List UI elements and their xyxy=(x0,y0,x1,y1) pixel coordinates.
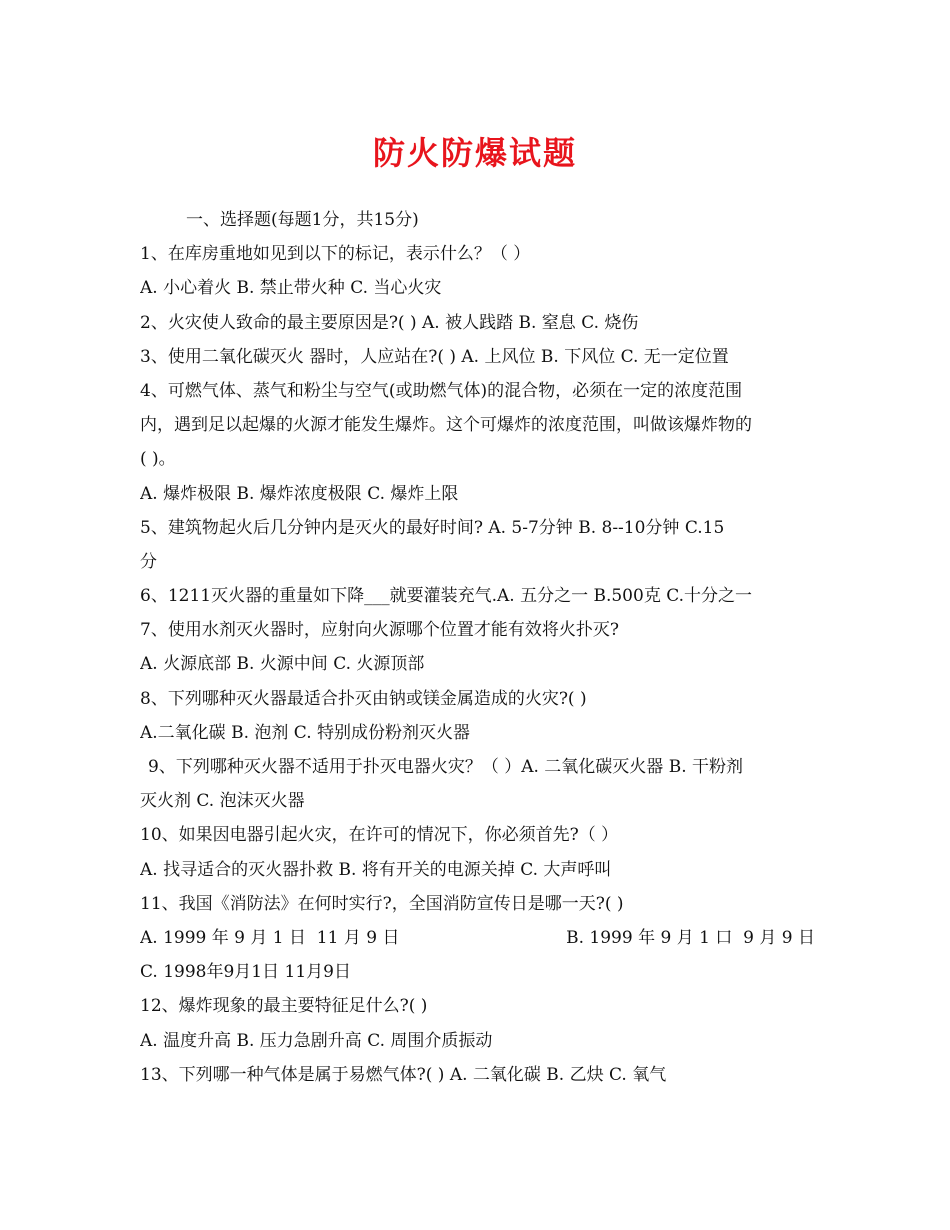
question-4-line-1: 4、可燃气体、蒸气和粉尘与空气(或助燃气体)的混合物，必须在一定的浓度范围 xyxy=(140,380,743,401)
question-10: 10、如果因电器引起火灾，在许可的情况下，你必须首先?（ ） xyxy=(140,825,619,846)
question-4-line-3: ( )。 xyxy=(140,449,176,470)
question-13: 13、下列哪一种气体是属于易燃气体?( ) A. 二氧化碳 B. 乙炔 C. 氧气 xyxy=(140,1064,667,1085)
page-title: 防火防爆试题 xyxy=(372,134,577,172)
options-8: A.二氧化碳 B. 泡剂 C. 特别成份粉剂灭火器 xyxy=(140,722,470,743)
option-11-c: C. 1998年9月1日 11月9日 xyxy=(140,962,351,983)
options-1: A. 小心着火 B. 禁止带火种 C. 当心火灾 xyxy=(140,278,442,299)
question-2: 2、火灾使人致命的最主要原因是?( ) A. 被人践踏 B. 窒息 C. 烧伤 xyxy=(140,312,639,333)
options-10: A. 找寻适合的灭火器扑救 B. 将有开关的电源关掉 C. 大声呼叫 xyxy=(140,859,612,880)
section-heading: 一、选择题(每题1分，共15分) xyxy=(186,210,419,230)
question-5-line-1: 5、建筑物起火后几分钟内是灭火的最好时间? A. 5-7分钟 B. 8--10分钟 C.15 xyxy=(140,517,725,538)
option-11-b: B. 1999 年 9 月 1 口 9 月 9 日 xyxy=(566,927,815,948)
question-12: 12、爆炸现象的最主要特征足什么?( ) xyxy=(140,996,428,1017)
question-8: 8、下列哪种灭火器最适合扑灭由钠或镁金属造成的火灾?( ) xyxy=(140,688,587,709)
options-4: A. 爆炸极限 B. 爆炸浓度极限 C. 爆炸上限 xyxy=(140,483,459,504)
options-11-row xyxy=(140,921,815,955)
question-3: 3、使用二氧化碳灭火 器时，人应站在?( ) A. 上风位 B. 下风位 C. 无一定位置 xyxy=(140,346,729,367)
question-6: 6、1211灭火器的重量如下降___就要灌装充气.A. 五分之一 B.500克 C.十分之一 xyxy=(140,586,753,607)
question-7: 7、使用水剂灭火器时，应射向火源哪个位置才能有效将火扑灭? xyxy=(140,620,619,641)
question-1: 1、在库房重地如见到以下的标记，表示什么？（ ） xyxy=(140,244,531,265)
question-5-line-2: 分 xyxy=(140,551,157,572)
question-9-line-2: 灭火剂 C. 泡沫灭火器 xyxy=(140,791,305,812)
question-11: 11、我国《消防法》在何时实行?，全国消防宣传日是哪一天?( ) xyxy=(140,893,624,914)
options-12: A. 温度升高 B. 压力急剧升高 C. 周围介质振动 xyxy=(140,1030,493,1051)
options-7: A. 火源底部 B. 火源中间 C. 火源顶部 xyxy=(140,654,425,675)
option-11-a: A. 1999 年 9 月 1 日 11 月 9 日 xyxy=(140,927,400,948)
exam-content xyxy=(140,203,815,1092)
question-4-line-2: 内，遇到足以起爆的火源才能发生爆炸。这个可爆炸的浓度范围，叫做该爆炸物的 xyxy=(140,415,752,436)
question-9-line-1: 9、下列哪种灭火器不适用于扑灭电器火灾？（ ）A. 二氧化碳灭火器 B. 干粉剂 xyxy=(148,757,744,777)
